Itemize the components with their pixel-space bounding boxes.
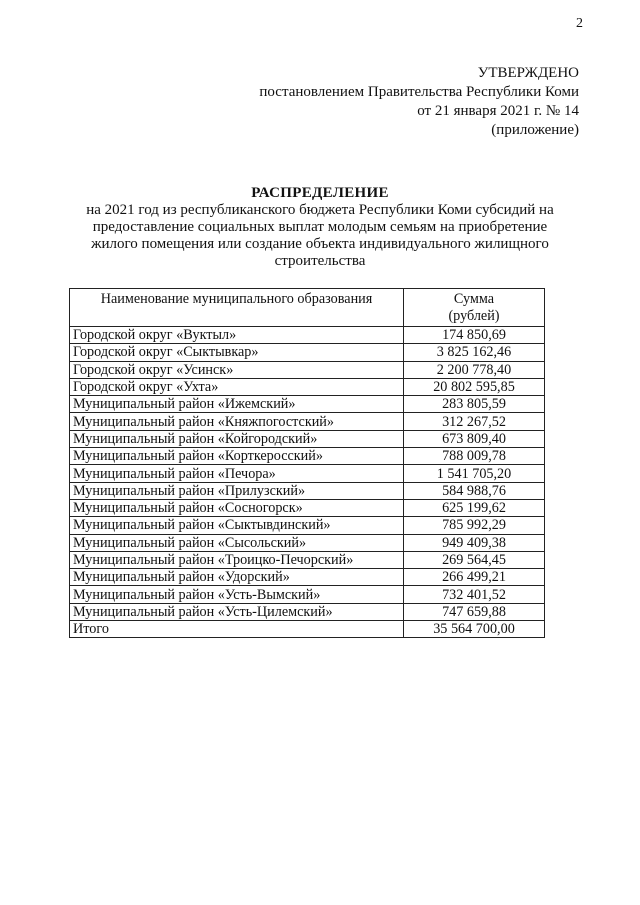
- document-subtitle: на 2021 год из республиканского бюджета Республики Коми субсидий на предоставление социальных выплат молодым семьям на приобретение жилого помещения или создание объекта индивидуального жилищного строительства: [86, 202, 554, 269]
- table-row: [70, 586, 545, 603]
- table-total-row: [70, 621, 545, 638]
- row-amount: 788 009,78: [404, 448, 545, 465]
- table-row: [70, 361, 545, 378]
- row-amount: 266 499,21: [404, 569, 545, 586]
- header-sum: [404, 289, 545, 327]
- approval-block: [259, 64, 579, 140]
- table-row: [70, 465, 545, 482]
- row-amount: 20 802 595,85: [404, 378, 545, 395]
- row-name: Муниципальный район «Усть-Цилемский»: [70, 603, 404, 620]
- row-name: Муниципальный район «Троицко-Печорский»: [70, 551, 404, 568]
- row-name: Муниципальный район «Печора»: [70, 465, 404, 482]
- row-name: Муниципальный район «Койгородский»: [70, 430, 404, 447]
- document-title: РАСПРЕДЕЛЕНИЕ: [251, 185, 389, 201]
- row-amount: 1 541 705,20: [404, 465, 545, 482]
- row-name: Муниципальный район «Княжпогостский»: [70, 413, 404, 430]
- approval-decree: постановлением Правительства Республики Коми: [259, 84, 579, 100]
- row-name: Муниципальный район «Сыктывдинский»: [70, 517, 404, 534]
- table-row: [70, 534, 545, 551]
- row-name: Городской округ «Усинск»: [70, 361, 404, 378]
- row-amount: 312 267,52: [404, 413, 545, 430]
- table-row: [70, 448, 545, 465]
- row-amount: 747 659,88: [404, 603, 545, 620]
- table-row: [70, 603, 545, 620]
- approval-note: (приложение): [491, 122, 579, 138]
- row-name: Муниципальный район «Сосногорск»: [70, 499, 404, 516]
- header-municipality: Наименование муниципального образования: [70, 289, 404, 327]
- table-row: [70, 413, 545, 430]
- total-amount: 35 564 700,00: [404, 621, 545, 638]
- approval-date: от 21 января 2021 г. № 14: [417, 103, 579, 119]
- row-name: Городской округ «Вуктыл»: [70, 327, 404, 344]
- row-amount: 3 825 162,46: [404, 344, 545, 361]
- header-sum-label: Сумма: [453, 291, 495, 307]
- table-row: [70, 378, 545, 395]
- row-amount: 785 992,29: [404, 517, 545, 534]
- distribution-table: [69, 288, 545, 638]
- row-name: Муниципальный район «Корткеросский»: [70, 448, 404, 465]
- row-name: Муниципальный район «Усть-Вымский»: [70, 586, 404, 603]
- table-row: [70, 396, 545, 413]
- approval-heading: УТВЕРЖДЕНО: [477, 65, 579, 81]
- table-row: [70, 482, 545, 499]
- row-name: Городской округ «Ухта»: [70, 378, 404, 395]
- row-amount: 949 409,38: [404, 534, 545, 551]
- table-header-row: [70, 289, 545, 327]
- row-name: Муниципальный район «Прилузский»: [70, 482, 404, 499]
- table-row: [70, 569, 545, 586]
- row-amount: 584 988,76: [404, 482, 545, 499]
- total-label: Итого: [70, 621, 404, 638]
- table-row: [70, 551, 545, 568]
- row-amount: 2 200 778,40: [404, 361, 545, 378]
- row-amount: 732 401,52: [404, 586, 545, 603]
- table-row: [70, 517, 545, 534]
- row-amount: 174 850,69: [404, 327, 545, 344]
- row-amount: 269 564,45: [404, 551, 545, 568]
- row-amount: 283 805,59: [404, 396, 545, 413]
- table-row: [70, 499, 545, 516]
- table-row: [70, 327, 545, 344]
- row-amount: 673 809,40: [404, 430, 545, 447]
- row-name: Муниципальный район «Ижемский»: [70, 396, 404, 413]
- row-name: Муниципальный район «Удорский»: [70, 569, 404, 586]
- page-number: 2: [576, 16, 583, 31]
- table-row: [70, 430, 545, 447]
- row-amount: 625 199,62: [404, 499, 545, 516]
- header-sum-unit: (рублей): [448, 308, 500, 324]
- table-row: [70, 344, 545, 361]
- row-name: Городской округ «Сыктывкар»: [70, 344, 404, 361]
- row-name: Муниципальный район «Сысольский»: [70, 534, 404, 551]
